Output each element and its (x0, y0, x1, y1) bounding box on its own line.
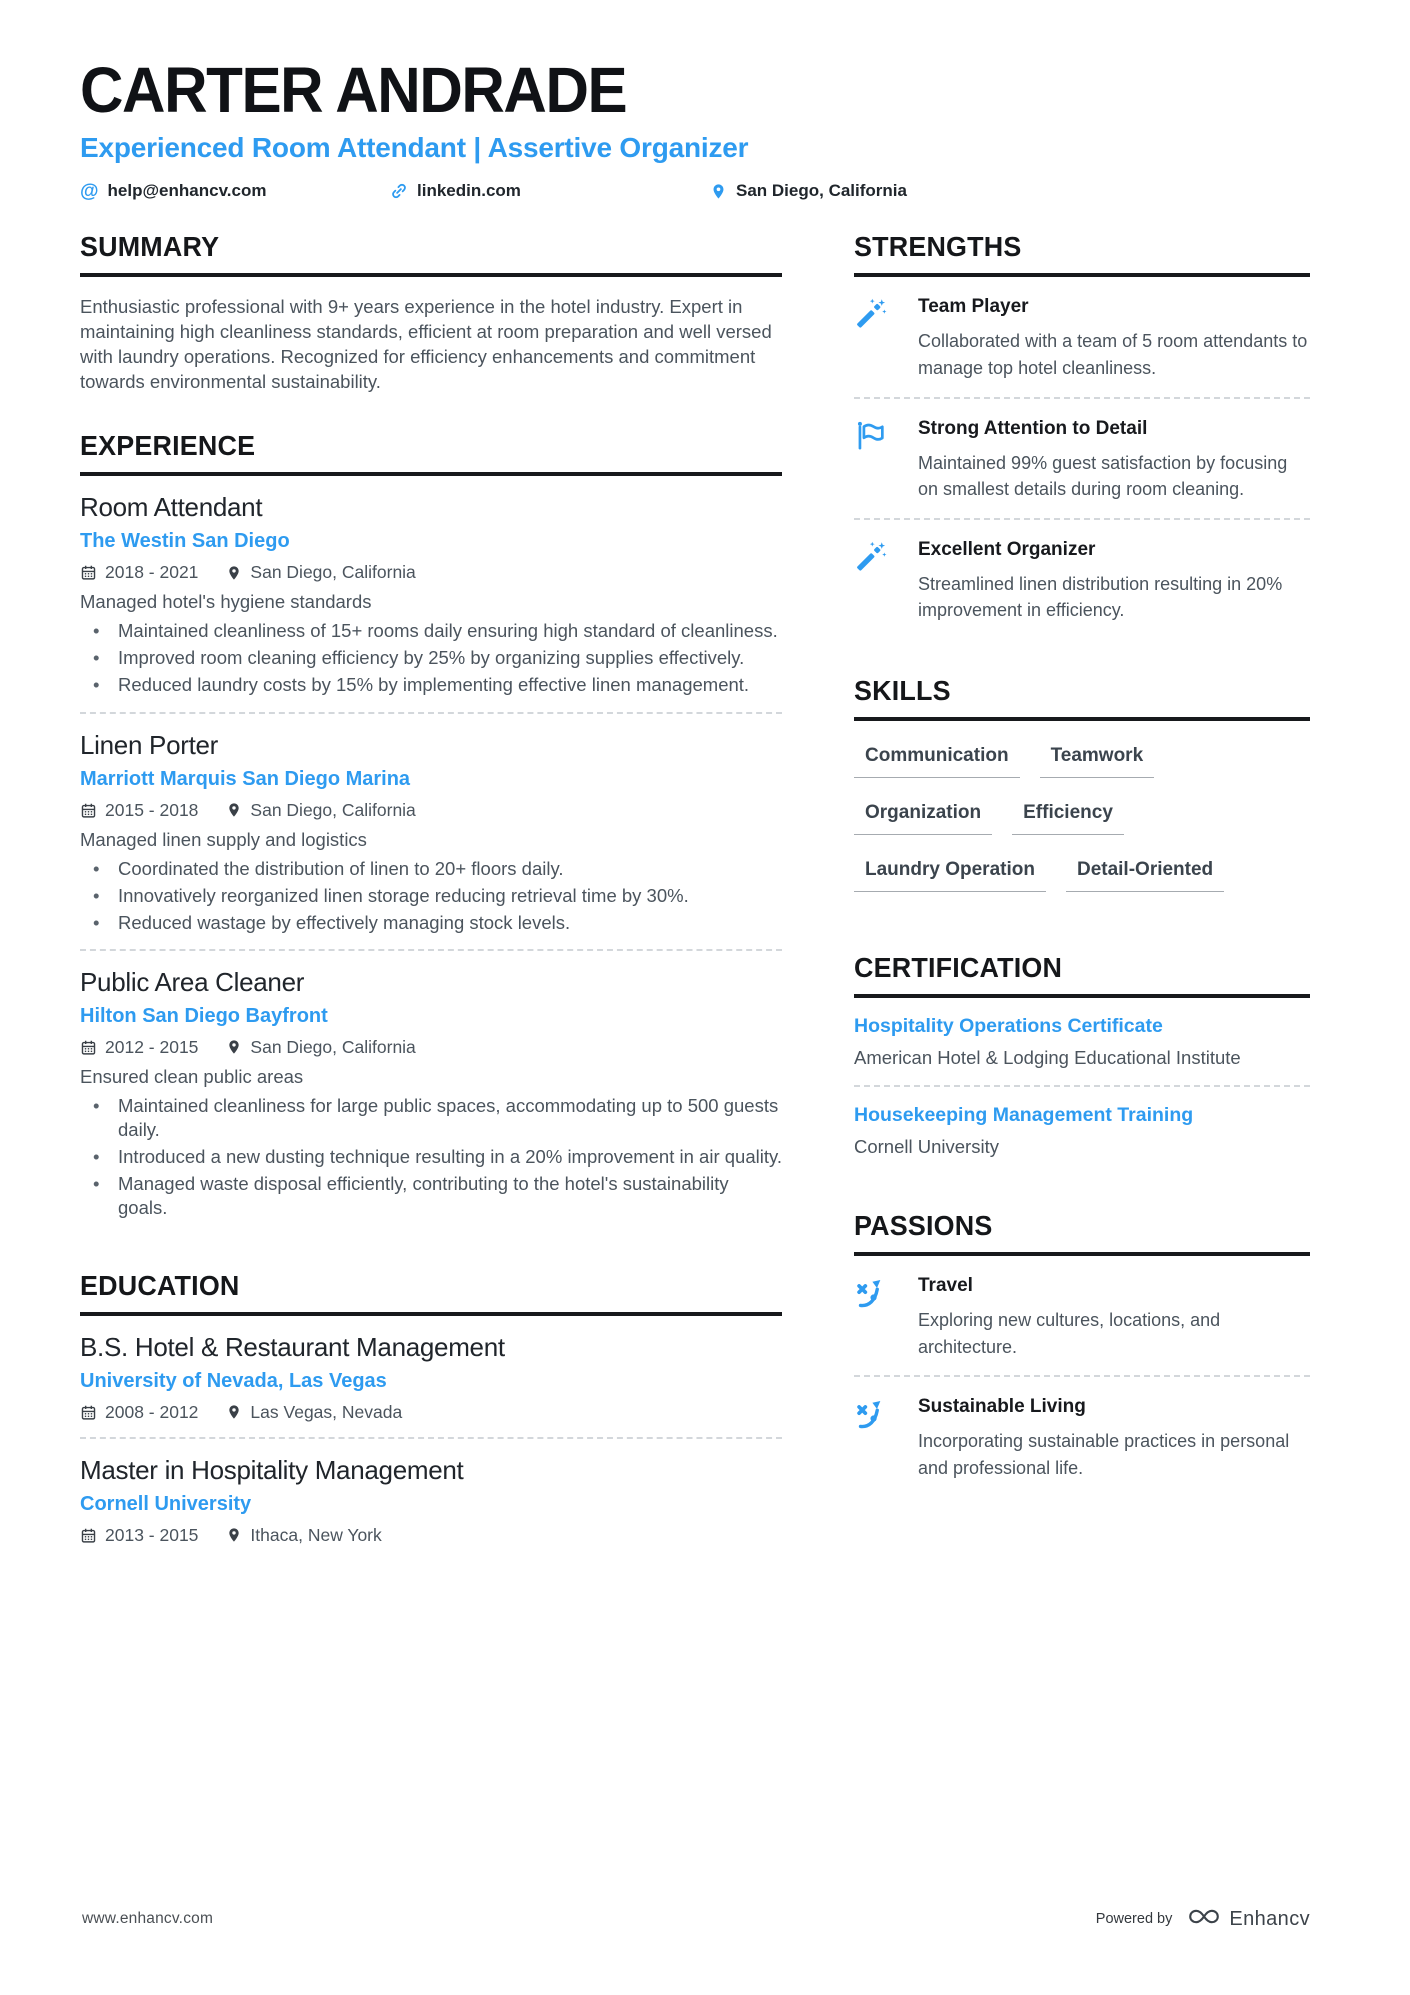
job-location: San Diego, California (226, 800, 415, 821)
certification-title: Hospitality Operations Certificate (854, 1015, 1163, 1038)
link-icon (390, 182, 408, 200)
education-heading: EDUCATION (80, 1270, 782, 1316)
job-meta (80, 562, 782, 583)
job-dates: 2012 - 2015 (80, 1037, 198, 1058)
experience-section (80, 430, 782, 1234)
skills-list (854, 745, 1310, 916)
contact-email[interactable] (80, 181, 390, 201)
skills-heading: SKILLS (854, 675, 1310, 721)
certification-org: Cornell University (854, 1135, 999, 1157)
strength-text: Collaborated with a team of 5 room attendants to manage top hotel cleanliness. (918, 331, 1308, 378)
location-icon (226, 1404, 242, 1420)
education-entry (80, 1439, 782, 1560)
person-headline: Experienced Room Attendant | Assertive Organizer (80, 132, 749, 164)
summary-heading: SUMMARY (80, 231, 782, 277)
certification-section (854, 952, 1310, 1174)
job-dates: 2015 - 2018 (80, 800, 198, 821)
certification-entry (854, 1087, 1310, 1174)
passion-body (918, 1394, 1310, 1481)
degree-title: B.S. Hotel & Restaurant Management (80, 1331, 505, 1362)
degree-dates: 2013 - 2015 (80, 1525, 198, 1546)
job-title: Room Attendant (80, 492, 263, 523)
strength-title: Strong Attention to Detail (918, 417, 1148, 439)
calendar-icon (80, 564, 97, 581)
bullet: • Maintained cleanliness of 15+ rooms daily ensuring high standard of cleanliness. (80, 619, 782, 643)
strength-body (918, 537, 1310, 624)
experience-entry (80, 476, 782, 711)
calendar-icon (80, 802, 97, 819)
bullet: • Reduced wastage by effectively managing stock levels. (80, 911, 782, 935)
skill-tag: Organization (854, 802, 992, 835)
bullet: • Reduced laundry costs by 15% by implementing effective linen management. (80, 673, 782, 697)
job-title: Public Area Cleaner (80, 966, 305, 997)
at-icon: @ (80, 180, 99, 202)
route-icon (854, 1394, 918, 1481)
strength-title: Excellent Organizer (918, 538, 1096, 560)
job-company: Hilton San Diego Bayfront (80, 1004, 328, 1027)
location-icon (226, 1527, 242, 1543)
passions-heading: PASSIONS (854, 1210, 1310, 1256)
passion-body (918, 1273, 1310, 1360)
job-bullets (80, 857, 782, 935)
strength-title: Team Player (918, 296, 1029, 318)
enhancv-logo (1187, 1905, 1221, 1933)
location-icon (710, 183, 727, 200)
contact-email-text: help@enhancv.com (107, 181, 267, 201)
job-summary: Ensured clean public areas (80, 1065, 304, 1087)
contact-row (80, 181, 1310, 201)
skill-tag: Efficiency (1012, 802, 1124, 835)
degree-school: University of Nevada, Las Vegas (80, 1369, 387, 1392)
passion-title: Travel (918, 1274, 973, 1296)
skill-tag: Communication (854, 745, 1020, 778)
bullet: • Maintained cleanliness for large public spaces, accommodating up to 500 guests daily. (80, 1094, 782, 1142)
job-summary: Managed hotel's hygiene standards (80, 591, 372, 613)
job-summary: Managed linen supply and logistics (80, 828, 367, 850)
certification-title: Housekeeping Management Training (854, 1103, 1194, 1126)
degree-dates: 2008 - 2012 (80, 1402, 198, 1423)
job-location: San Diego, California (226, 1037, 415, 1058)
degree-meta (80, 1525, 782, 1546)
left-column (80, 231, 782, 1596)
job-bullets (80, 1094, 782, 1220)
resume-header (80, 54, 1310, 202)
job-meta (80, 800, 782, 821)
strength-item (854, 277, 1310, 396)
job-title: Linen Porter (80, 729, 219, 760)
experience-heading: EXPERIENCE (80, 430, 782, 476)
degree-location: Ithaca, New York (226, 1525, 381, 1546)
education-entry (80, 1316, 782, 1437)
degree-school: Cornell University (80, 1492, 252, 1515)
route-icon (854, 1273, 918, 1360)
job-bullets (80, 619, 782, 697)
skill-tag: Laundry Operation (854, 859, 1046, 892)
enhancv-brand-text: Enhancv (1229, 1907, 1310, 1930)
strengths-section (854, 231, 1310, 639)
passion-text: Exploring new cultures, locations, and architecture. (918, 1309, 1221, 1357)
powered-by-label: Powered by (1095, 1911, 1173, 1927)
contact-linkedin-text: linkedin.com (417, 181, 521, 201)
certification-heading: CERTIFICATION (854, 952, 1310, 998)
experience-entry (80, 951, 782, 1234)
summary-text: Enthusiastic professional with 9+ years experience in the hotel industry. Expert in maintaining high cleanliness standards, efficient at room preparation and well versed with laundry operations. Recognized for efficiency enhancements and commitment towards environmental sustainability. (80, 296, 772, 392)
bullet: • Improved room cleaning efficiency by 25% by organizing supplies effectively. (80, 646, 782, 670)
passion-text: Incorporating sustainable practices in personal and professional life. (918, 1431, 1290, 1478)
bullet: • Introduced a new dusting technique resulting in a 20% improvement in air quality. (80, 1145, 782, 1169)
magic-wand-icon (854, 294, 918, 381)
contact-location (710, 181, 907, 201)
passion-item (854, 1256, 1310, 1375)
strength-text: Streamlined linen distribution resulting in 20% improvement in efficiency. (918, 573, 1283, 621)
enhancv-brand-link[interactable] (1187, 1905, 1310, 1933)
location-icon (226, 565, 242, 581)
bullet: • Innovatively reorganized linen storage reducing retrieval time by 30%. (80, 884, 782, 908)
strength-item (854, 520, 1310, 639)
job-company: Marriott Marquis San Diego Marina (80, 767, 411, 790)
person-name: CARTER ANDRADE (80, 54, 627, 126)
degree-title: Master in Hospitality Management (80, 1454, 464, 1485)
job-company: The Westin San Diego (80, 530, 290, 553)
flag-icon (854, 416, 918, 503)
job-location: San Diego, California (226, 562, 415, 583)
experience-entry (80, 714, 782, 949)
strength-body (918, 294, 1310, 381)
degree-meta (80, 1402, 782, 1423)
footer-site-link[interactable]: www.enhancv.com (82, 1910, 214, 1927)
education-section (80, 1270, 782, 1560)
right-column (854, 231, 1310, 1596)
passion-item (854, 1377, 1310, 1496)
calendar-icon (80, 1039, 97, 1056)
skill-tag: Teamwork (1040, 745, 1155, 778)
job-meta (80, 1037, 782, 1058)
passions-section (854, 1210, 1310, 1497)
degree-location: Las Vegas, Nevada (226, 1402, 402, 1423)
strengths-heading: STRENGTHS (854, 231, 1310, 277)
passion-title: Sustainable Living (918, 1396, 1086, 1418)
strength-item (854, 399, 1310, 518)
powered-by (1096, 1905, 1310, 1933)
calendar-icon (80, 1404, 97, 1421)
skill-tag: Detail-Oriented (1066, 859, 1224, 892)
location-icon (226, 1039, 242, 1055)
magic-wand-icon (854, 537, 918, 624)
certification-entry (854, 998, 1310, 1085)
certification-org: American Hotel & Lodging Educational Institute (854, 1047, 1241, 1069)
strength-body (918, 416, 1310, 503)
page-footer (82, 1905, 1310, 1933)
bullet: • Coordinated the distribution of linen to 20+ floors daily. (80, 857, 782, 881)
job-dates: 2018 - 2021 (80, 562, 198, 583)
strength-text: Maintained 99% guest satisfaction by focusing on smallest details during room cleaning. (918, 452, 1288, 500)
calendar-icon (80, 1527, 97, 1544)
skills-section (854, 675, 1310, 916)
bullet: • Managed waste disposal efficiently, contributing to the hotel's sustainability goals. (80, 1172, 782, 1220)
contact-location-text: San Diego, California (736, 181, 907, 201)
contact-linkedin[interactable] (390, 181, 710, 201)
location-icon (226, 802, 242, 818)
summary-section (80, 231, 782, 394)
